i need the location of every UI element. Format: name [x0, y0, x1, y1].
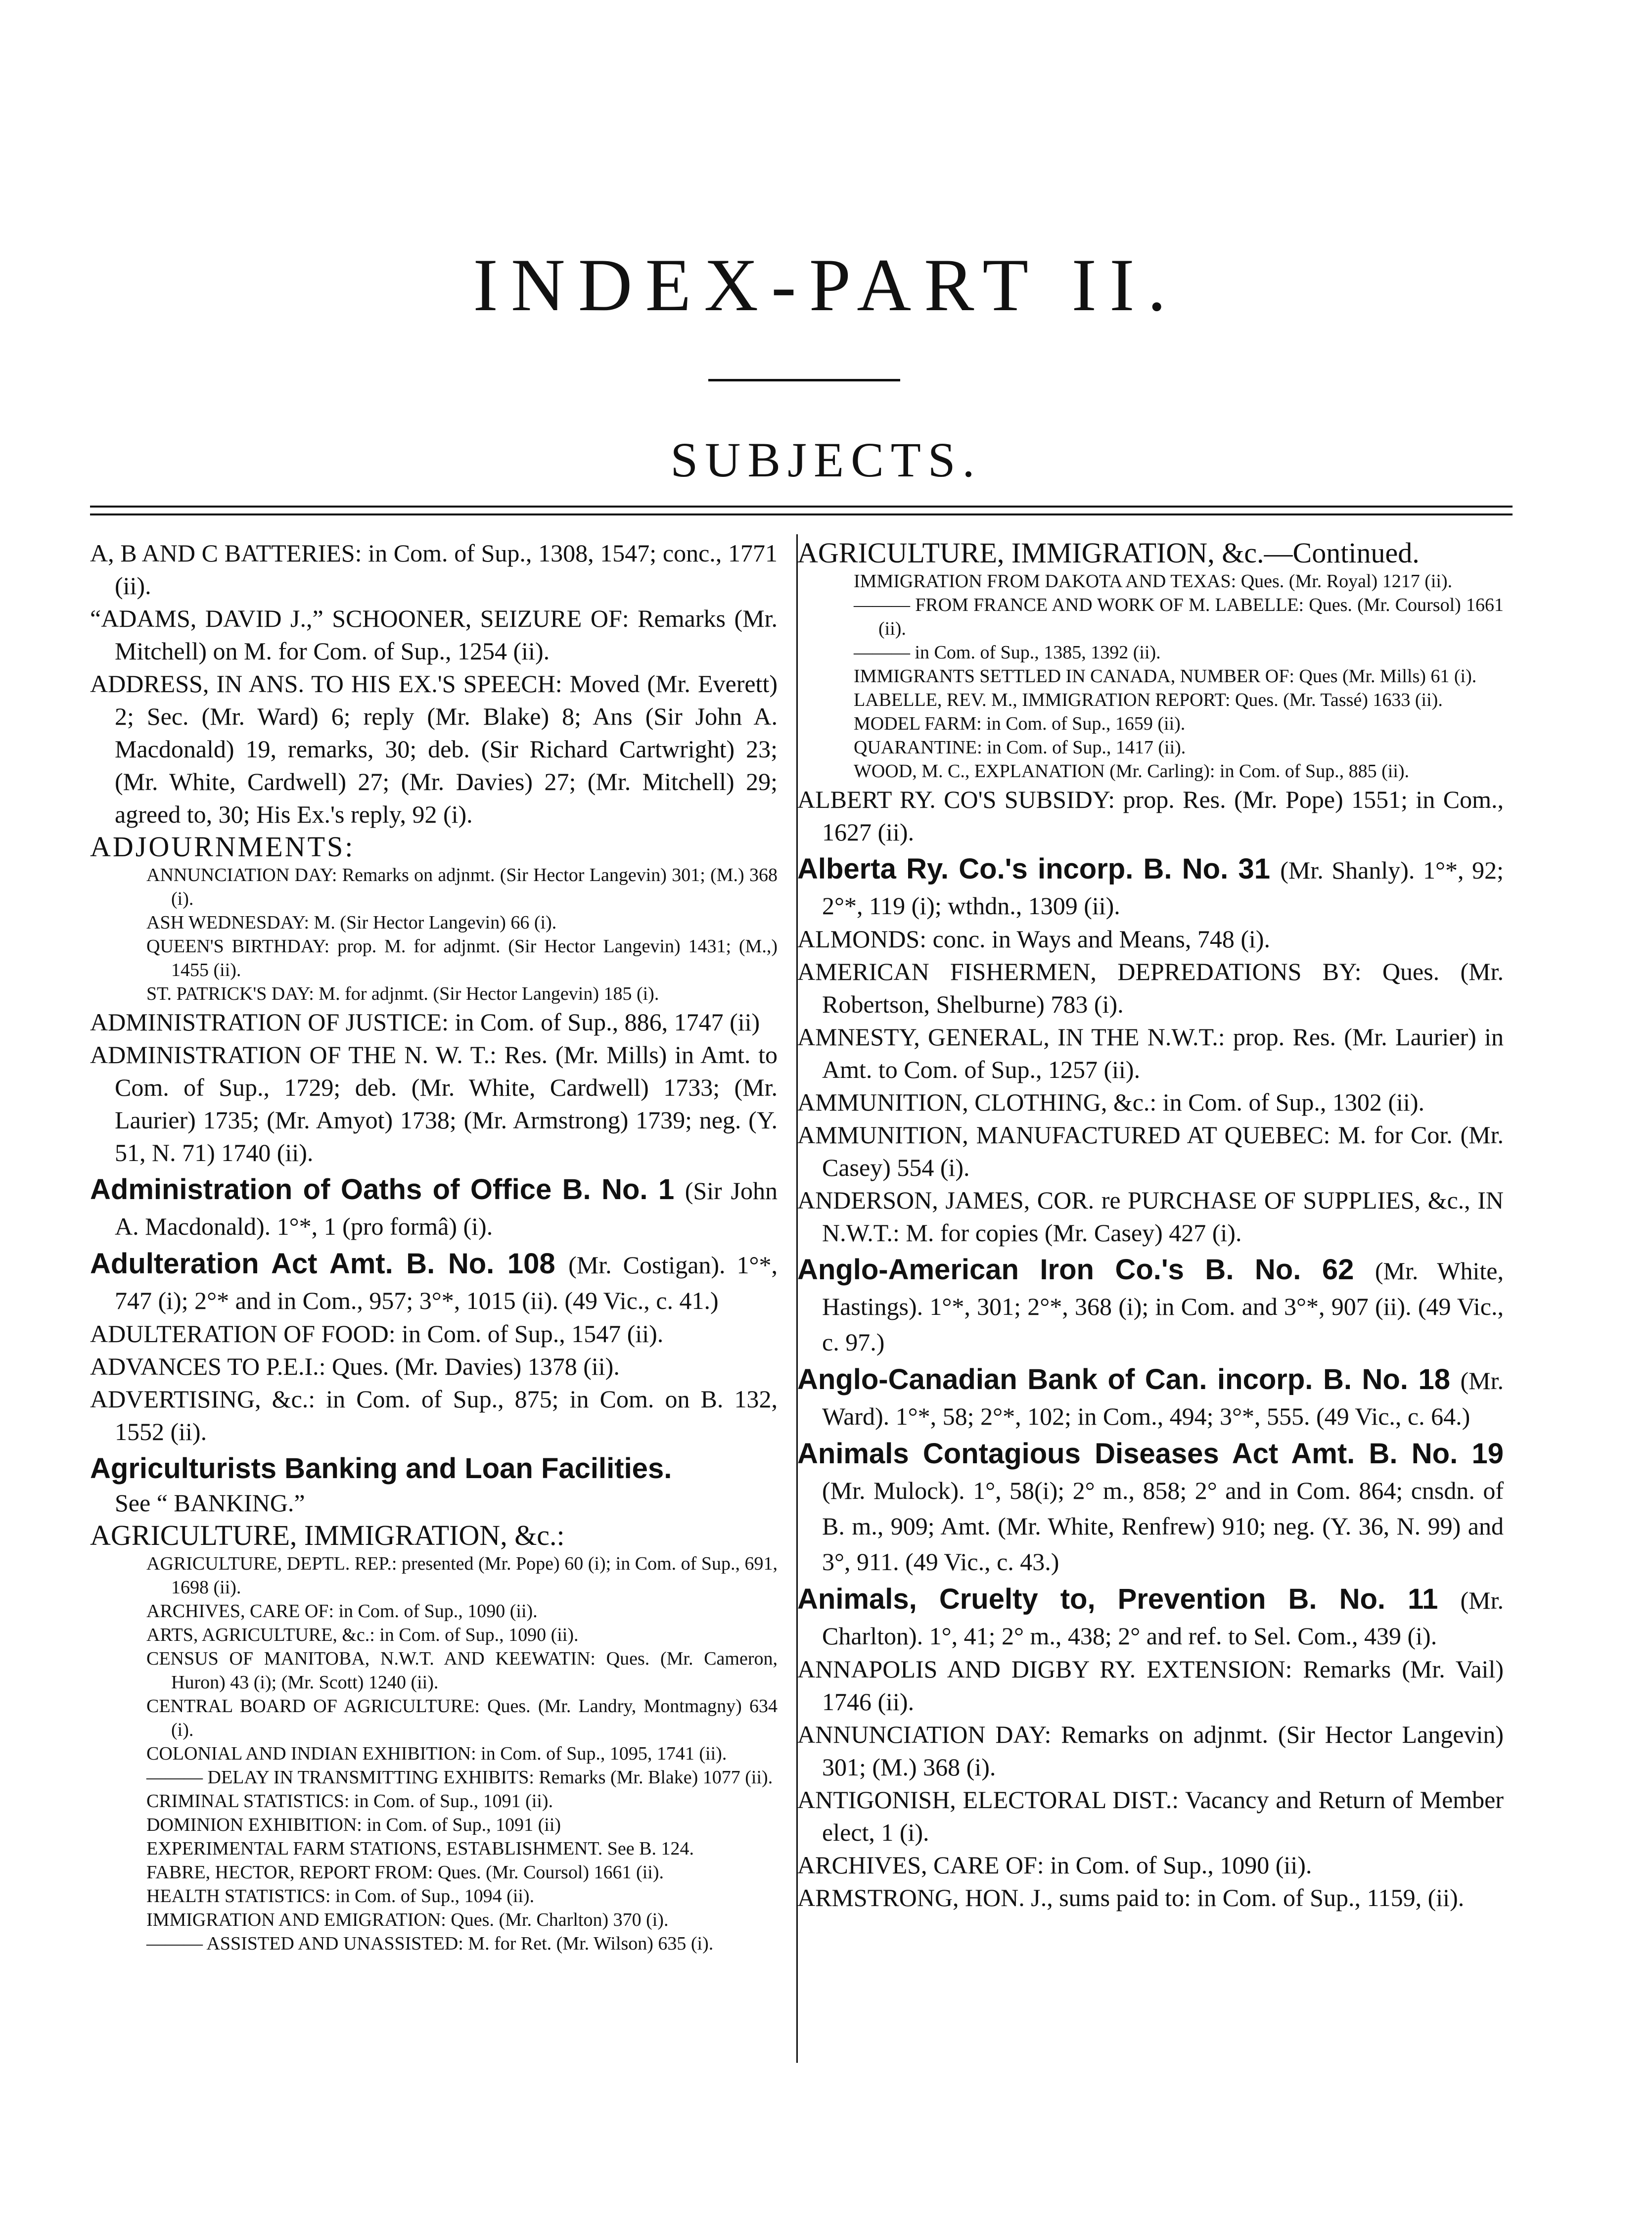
index-heading: ADJOURNMENTS: — [90, 831, 355, 863]
index-entry: ADMINISTRATION OF THE N. W. T.: Res. (Mr. Mills) in Amt. to Com. of Sup., 1729; deb. (Mr. White, Cardwell) 1733; (Mr. Laurier) 1735; (Mr. Amyot) 1738; (Mr. Armstrong) 1739; neg. (Y. 51, N. 71) 1740 (ii). — [90, 1041, 778, 1166]
page-title: INDEX-PART II. — [473, 243, 1179, 326]
bill-title: Adulteration Act Amt. B. No. 108 — [90, 1248, 555, 1280]
index-subentry: AGRICULTURE, DEPTL. REP.: presented (Mr. Pope) 60 (i); in Com. of Sup., 691, 1698 (ii). — [146, 1553, 778, 1598]
index-subentry: ASH WEDNESDAY: M. (Sir Hector Langevin) 66 (i). — [146, 912, 557, 933]
index-entry: AMERICAN FISHERMEN, DEPREDATIONS BY: Ques. (Mr. Robertson, Shelburne) 783 (i). — [797, 958, 1504, 1018]
index-entry: ANNAPOLIS AND DIGBY RY. EXTENSION: Remarks (Mr. Vail) 1746 (ii). — [797, 1655, 1504, 1716]
index-entry: AMMUNITION, MANUFACTURED AT QUEBEC: M. for Cor. (Mr. Casey) 554 (i). — [797, 1121, 1504, 1181]
bill-entry — [90, 1172, 778, 1243]
bill-entry — [797, 1436, 1504, 1579]
bill-detail: (Mr. Shanly). 1°*, 92; 2°*, 119 (i); wthdn., 1309 (ii). — [822, 856, 1504, 920]
bill-title: Alberta Ry. Co.'s incorp. B. No. 31 — [797, 853, 1270, 885]
index-entry: AMMUNITION, CLOTHING, &c.: in Com. of Sup., 1302 (ii). — [797, 1088, 1424, 1116]
index-subentry: QUARANTINE: in Com. of Sup., 1417 (ii). — [854, 737, 1186, 758]
bill-entry — [797, 1252, 1504, 1359]
index-entry: ADVANCES TO P.E.I.: Ques. (Mr. Davies) 1378 (ii). — [90, 1352, 620, 1380]
index-subentry: ARCHIVES, CARE OF: in Com. of Sup., 1090 (ii). — [146, 1601, 538, 1622]
index-subentry: COLONIAL AND INDIAN EXHIBITION: in Com. of Sup., 1095, 1741 (ii). — [146, 1743, 727, 1764]
bill-entry — [797, 851, 1504, 923]
bill-title: Anglo-American Iron Co.'s B. No. 62 — [797, 1254, 1354, 1286]
index-subentry: QUEEN'S BIRTHDAY: prop. M. for adjnmt. (Sir Hector Langevin) 1431; (M.,) 1455 (ii). — [146, 936, 778, 980]
index-subentry: ——— ASSISTED AND UNASSISTED: M. for Ret. (Mr. Wilson) 635 (i). — [146, 1933, 714, 1954]
index-subentry: EXPERIMENTAL FARM STATIONS, ESTABLISHMENT. See B. 124. — [146, 1838, 694, 1859]
bill-detail: (Mr. Costigan). 1°*, 747 (i); 2°* and in Com., 957; 3°*, 1015 (ii). (49 Vic., c. 41.) — [115, 1251, 778, 1314]
index-subentry: LABELLE, REV. M., IMMIGRATION REPORT: Ques. (Mr. Tassé) 1633 (ii). — [854, 690, 1443, 710]
bill-entry — [90, 1246, 778, 1317]
index-subentry: CRIMINAL STATISTICS: in Com. of Sup., 1091 (ii). — [146, 1791, 553, 1812]
index-entry: AMNESTY, GENERAL, IN THE N.W.T.: prop. Res. (Mr. Laurier) in Amt. to Com. of Sup., 1257 (ii). — [797, 1023, 1504, 1083]
bill-title: Anglo-Canadian Bank of Can. incorp. B. No. 18 — [797, 1363, 1450, 1396]
index-subentry: DOMINION EXHIBITION: in Com. of Sup., 1091 (ii) — [146, 1815, 561, 1835]
page-subtitle: SUBJECTS. — [670, 432, 982, 487]
bill-title: Animals Contagious Diseases Act Amt. B. No. 19 — [797, 1438, 1504, 1470]
bill-entry — [797, 1582, 1504, 1653]
index-subentry: ARTS, AGRICULTURE, &c.: in Com. of Sup., 1090 (ii). — [146, 1625, 579, 1645]
index-subentry: FABRE, HECTOR, REPORT FROM: Ques. (Mr. Coursol) 1661 (ii). — [146, 1862, 664, 1883]
index-heading: AGRICULTURE, IMMIGRATION, &c.—Continued. — [797, 537, 1420, 569]
header-double-rule — [90, 506, 1513, 515]
index-subentry: CENTRAL BOARD OF AGRICULTURE: Ques. (Mr. Landry, Montmagny) 634 (i). — [146, 1696, 778, 1740]
bill-title: Animals, Cruelty to, Prevention B. No. 11 — [797, 1583, 1438, 1615]
index-subentry: IMMIGRANTS SETTLED IN CANADA, NUMBER OF: Ques (Mr. Mills) 61 (i). — [854, 666, 1477, 687]
index-subentry: ——— FROM FRANCE AND WORK OF M. LABELLE: Ques. (Mr. Coursol) 1661 (ii). — [854, 595, 1504, 639]
index-entry: ADVERTISING, &c.: in Com. of Sup., 875; in Com. on B. 132, 1552 (ii). — [90, 1385, 778, 1445]
index-subentry: WOOD, M. C., EXPLANATION (Mr. Carling): in Com. of Sup., 885 (ii). — [854, 761, 1410, 782]
right-column — [797, 537, 1504, 1914]
left-column — [90, 537, 778, 1955]
index-entry: “ADAMS, DAVID J.,” SCHOONER, SEIZURE OF: Remarks (Mr. Mitchell) on M. for Com. of Sup., 1254 (ii). — [90, 605, 778, 665]
index-entry: ARMSTRONG, HON. J., sums paid to: in Com. of Sup., 1159, (ii). — [797, 1884, 1465, 1911]
bill-detail: See “ BANKING.” — [115, 1489, 305, 1517]
index-entry: ALBERT RY. CO'S SUBSIDY: prop. Res. (Mr. Pope) 1551; in Com., 1627 (ii). — [797, 786, 1504, 846]
index-subentry: IMMIGRATION AND EMIGRATION: Ques. (Mr. Charlton) 370 (i). — [146, 1909, 669, 1930]
bill-detail: (Mr. Charlton). 1°, 41; 2° m., 438; 2° and ref. to Sel. Com., 439 (i). — [822, 1586, 1504, 1650]
bill-title: Agriculturists Banking and Loan Facilities. — [90, 1452, 672, 1485]
index-subentry: CENSUS OF MANITOBA, N.W.T. AND KEEWATIN: Ques. (Mr. Cameron, Huron) 43 (i); (Mr. Scott) 1240 (ii). — [146, 1648, 778, 1693]
index-entry: ANDERSON, JAMES, COR. re PURCHASE OF SUPPLIES, &c., IN N.W.T.: M. for copies (Mr. Casey) 427 (i). — [797, 1186, 1504, 1247]
index-entry: ANNUNCIATION DAY: Remarks on adjnmt. (Sir Hector Langevin) 301; (M.) 368 (i). — [797, 1721, 1504, 1781]
index-entry: ALMONDS: conc. in Ways and Means, 748 (i). — [797, 925, 1271, 953]
index-subentry: IMMIGRATION FROM DAKOTA AND TEXAS: Ques. (Mr. Royal) 1217 (ii). — [854, 571, 1453, 592]
index-entry: ANTIGONISH, ELECTORAL DIST.: Vacancy and Return of Member elect, 1 (i). — [797, 1786, 1504, 1846]
bill-detail: (Mr. White, Hastings). 1°*, 301; 2°*, 368 (i); in Com. and 3°*, 907 (ii). (49 Vic., c. 97.) — [822, 1257, 1504, 1356]
index-subentry: ANNUNCIATION DAY: Remarks on adjnmt. (Sir Hector Langevin) 301; (M.) 368 (i). — [146, 865, 778, 909]
index-subentry: HEALTH STATISTICS: in Com. of Sup., 1094 (ii). — [146, 1886, 535, 1907]
bill-detail: (Mr. Mulock). 1°, 58(i); 2° m., 858; 2° and in Com. 864; cnsdn. of B. m., 909; Amt. (Mr. White, Renfrew) 910; neg. (Y. 36, N. 99) and 3°, 911. (49 Vic., c. 43.) — [822, 1477, 1504, 1576]
index-subentry: ST. PATRICK'S DAY: M. for adjnmt. (Sir Hector Langevin) 185 (i). — [146, 983, 659, 1004]
title-rule — [708, 379, 900, 381]
index-entry: ARCHIVES, CARE OF: in Com. of Sup., 1090 (ii). — [797, 1851, 1312, 1879]
index-entry: A, B AND C BATTERIES: in Com. of Sup., 1308, 1547; conc., 1771 (ii). — [90, 539, 778, 600]
index-heading: AGRICULTURE, IMMIGRATION, &c.: — [90, 1519, 565, 1551]
index-subentry: ——— in Com. of Sup., 1385, 1392 (ii). — [854, 642, 1161, 663]
bill-title: Administration of Oaths of Office B. No. 1 — [90, 1173, 675, 1206]
index-entry: ADULTERATION OF FOOD: in Com. of Sup., 1547 (ii). — [90, 1320, 664, 1348]
index-subentry: ——— DELAY IN TRANSMITTING EXHIBITS: Remarks (Mr. Blake) 1077 (ii). — [146, 1767, 773, 1788]
index-entry: ADDRESS, IN ANS. TO HIS EX.'S SPEECH: Moved (Mr. Everett) 2; Sec. (Mr. Ward) 6; reply (Mr. Blake) 8; Ans (Sir John A. Macdonald) 19, remarks, 30; deb. (Sir Richard Cartwright) 23; (Mr. White, Cardwell) 27; (Mr. Davies) 27; (Mr. Mitchell) 29; agreed to, 30; His Ex.'s reply, 92 (i). — [90, 670, 778, 828]
bill-detail: (Mr. Ward). 1°*, 58; 2°*, 102; in Com., 494; 3°*, 555. (49 Vic., c. 64.) — [822, 1367, 1504, 1430]
bill-detail: (Sir John A. Macdonald). 1°*, 1 (pro formâ) (i). — [115, 1177, 778, 1240]
bill-entry — [797, 1362, 1504, 1433]
index-entry: ADMINISTRATION OF JUSTICE: in Com. of Sup., 886, 1747 (ii) — [90, 1008, 760, 1036]
index-subentry: MODEL FARM: in Com. of Sup., 1659 (ii). — [854, 713, 1186, 734]
bill-entry — [90, 1451, 778, 1519]
